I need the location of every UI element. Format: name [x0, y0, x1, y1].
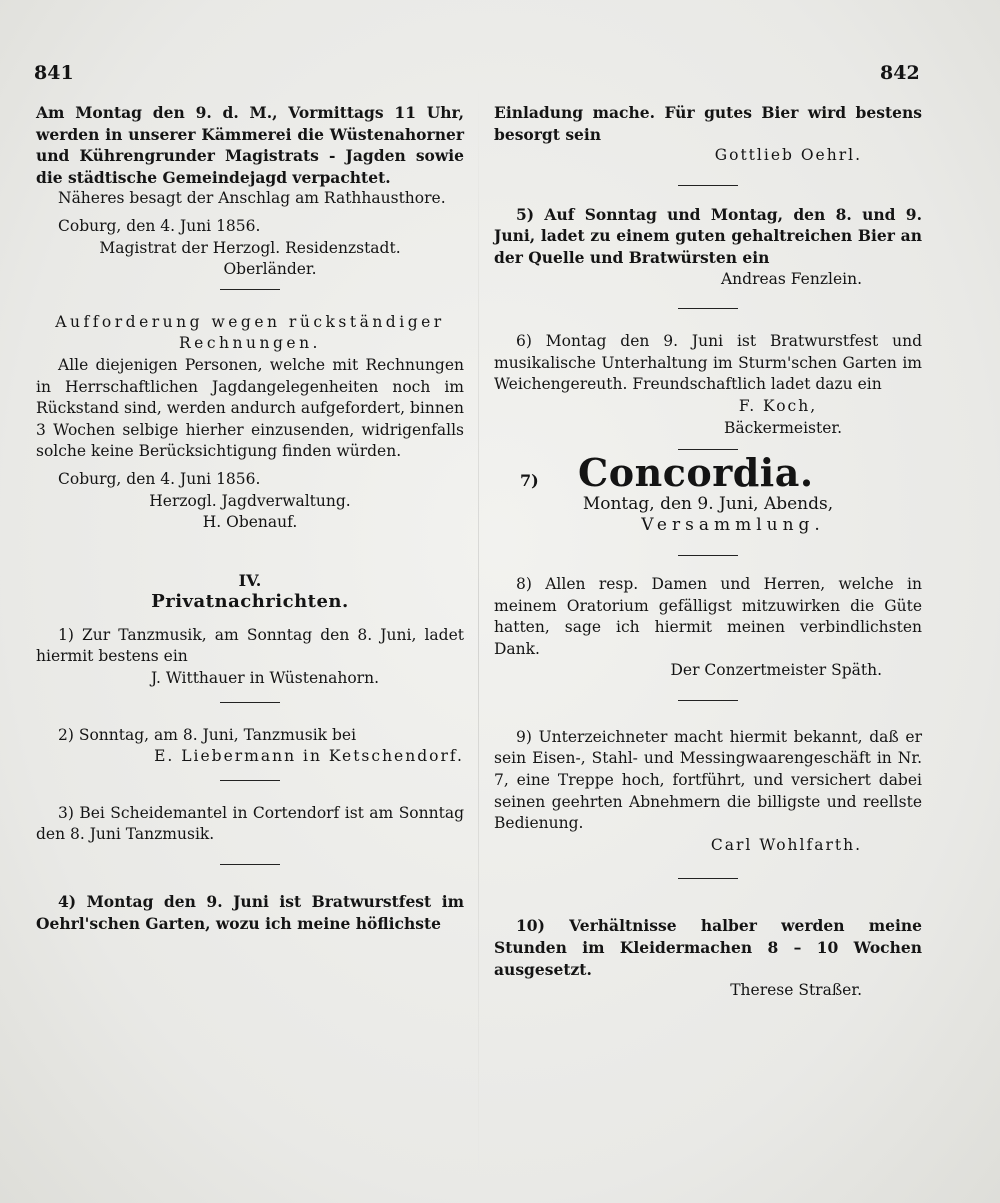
ad-5-signer: Andreas Fenzlein.	[720, 269, 862, 288]
ad-4-text: 4) Montag den 9. Juni ist Bratwurstfest im Oehrl'schen Garten, wozu ich meine höflichste	[36, 892, 464, 933]
ad-10-signer: Therese Straßer.	[730, 981, 862, 1000]
separator-rule	[220, 864, 280, 865]
notice-hunt-lease-authority: Magistrat der Herzogl. Residenzstadt.	[99, 238, 401, 257]
separator-rule	[678, 555, 738, 556]
ad-8-signer: Der Conzertmeister Späth.	[670, 661, 882, 680]
notice-invoices-signer: H. Obenauf.	[202, 513, 298, 532]
separator-rule	[678, 700, 738, 701]
ad-4-signer: Gottlieb Oehrl.	[714, 146, 862, 165]
separator-rule	[220, 780, 280, 781]
notice-hunt-lease-signer: Oberländer.	[223, 260, 317, 279]
notice-hunt-lease-note: Näheres besagt der Anschlag am Rathhausthore.	[58, 189, 446, 208]
ad-6-signer-name: F. Koch,	[738, 396, 818, 415]
separator-rule	[220, 289, 280, 290]
notice-invoices-place-date: Coburg, den 4. Juni 1856.	[58, 469, 261, 488]
ad-9-signer: Carl Wohlfarth.	[710, 835, 862, 854]
page-number-right: 842	[880, 62, 920, 84]
page-fold-line	[478, 80, 479, 1180]
ad-7-title: Concordia.	[578, 450, 814, 496]
concordia-header	[494, 450, 922, 496]
ad-10-text: 10) Verhältnisse halber werden meine Stunden im Kleidermachen 8 – 10 Wochen ausgesetzt.	[494, 916, 922, 979]
ad-9-text: 9) Unterzeichneter macht hiermit bekannt, daß er sein Eisen-, Stahl- und Messingwaarengeschäft in Nr. 7, eine Treppe hoch, fortführt, und versichert dabei seinen geehrten Abnehmern die billigste und reellste Bedienung.	[494, 727, 922, 833]
ad-2-signer: E. Liebermann in Ketschendorf.	[154, 747, 464, 766]
page-number-left: 841	[34, 62, 74, 84]
section-title: Privatnachrichten.	[151, 591, 349, 613]
notice-invoices-text: Alle diejenigen Personen, welche mit Rechnungen in Herrschaftlichen Jagdangelegenheiten noch im Rückstand sind, werden andurch aufgefordert, binnen 3 Wochen selbige hierher einzusenden, widrigenfalls solche keine Berücksichtigung finden würden.	[36, 355, 464, 461]
left-column	[36, 102, 464, 934]
right-column	[494, 102, 922, 1002]
notice-hunt-lease-place-date: Coburg, den 4. Juni 1856.	[58, 216, 261, 235]
ad-4-continued: Einladung mache. Für gutes Bier wird bestens besorgt sein	[494, 103, 922, 144]
ad-1-signer: J. Witthauer in Wüstenahorn.	[150, 669, 380, 688]
notice-invoices-heading-2: Rechnungen.	[179, 334, 321, 353]
ad-6-text: 6) Montag den 9. Juni ist Bratwurstfest und musikalische Unterhaltung im Sturm'schen Garten im Weichengereuth. Freundschaftlich ladet dazu ein	[494, 332, 922, 394]
separator-rule	[678, 308, 738, 309]
separator-rule	[678, 185, 738, 186]
section-number: IV.	[238, 570, 262, 590]
separator-rule	[220, 702, 280, 703]
ad-7-date: Montag, den 9. Juni, Abends,	[582, 493, 834, 514]
separator-rule	[678, 878, 738, 879]
ad-3-text: 3) Bei Scheidemantel in Cortendorf ist am Sonntag den 8. Juni Tanzmusik.	[36, 803, 464, 844]
ad-8-text: 8) Allen resp. Damen und Herren, welche in meinem Oratorium gefälligst mitzuwirken die Güte hatten, sage ich hiermit meinen verbindlichsten Dank.	[494, 574, 922, 658]
ad-7-number: 7)	[520, 471, 539, 491]
notice-hunt-lease-text: Am Montag den 9. d. M., Vormittags 11 Uhr, werden in unserer Kämmerei die Wüstenahorner und Kührengrunder Magistrats - Jagden sowie die städtische Gemeindejagd verpachtet.	[36, 103, 464, 187]
ad-2-text: 2) Sonntag, am 8. Juni, Tanzmusik bei	[58, 725, 357, 744]
notice-invoices-heading-1: Aufforderung wegen rückständiger	[55, 312, 445, 331]
notice-invoices-authority: Herzogl. Jagdverwaltung.	[149, 491, 351, 510]
ad-1-text: 1) Zur Tanzmusik, am Sonntag den 8. Juni, ladet hiermit bestens ein	[36, 625, 464, 666]
ad-5-text: 5) Auf Sonntag und Montag, den 8. und 9. Juni, ladet zu einem guten gehaltreichen Bier an der Quelle und Bratwürsten ein	[494, 204, 922, 267]
ad-6-signer-trade: Bäckermeister.	[723, 418, 843, 437]
ad-7-event: Versammlung.	[641, 515, 825, 536]
